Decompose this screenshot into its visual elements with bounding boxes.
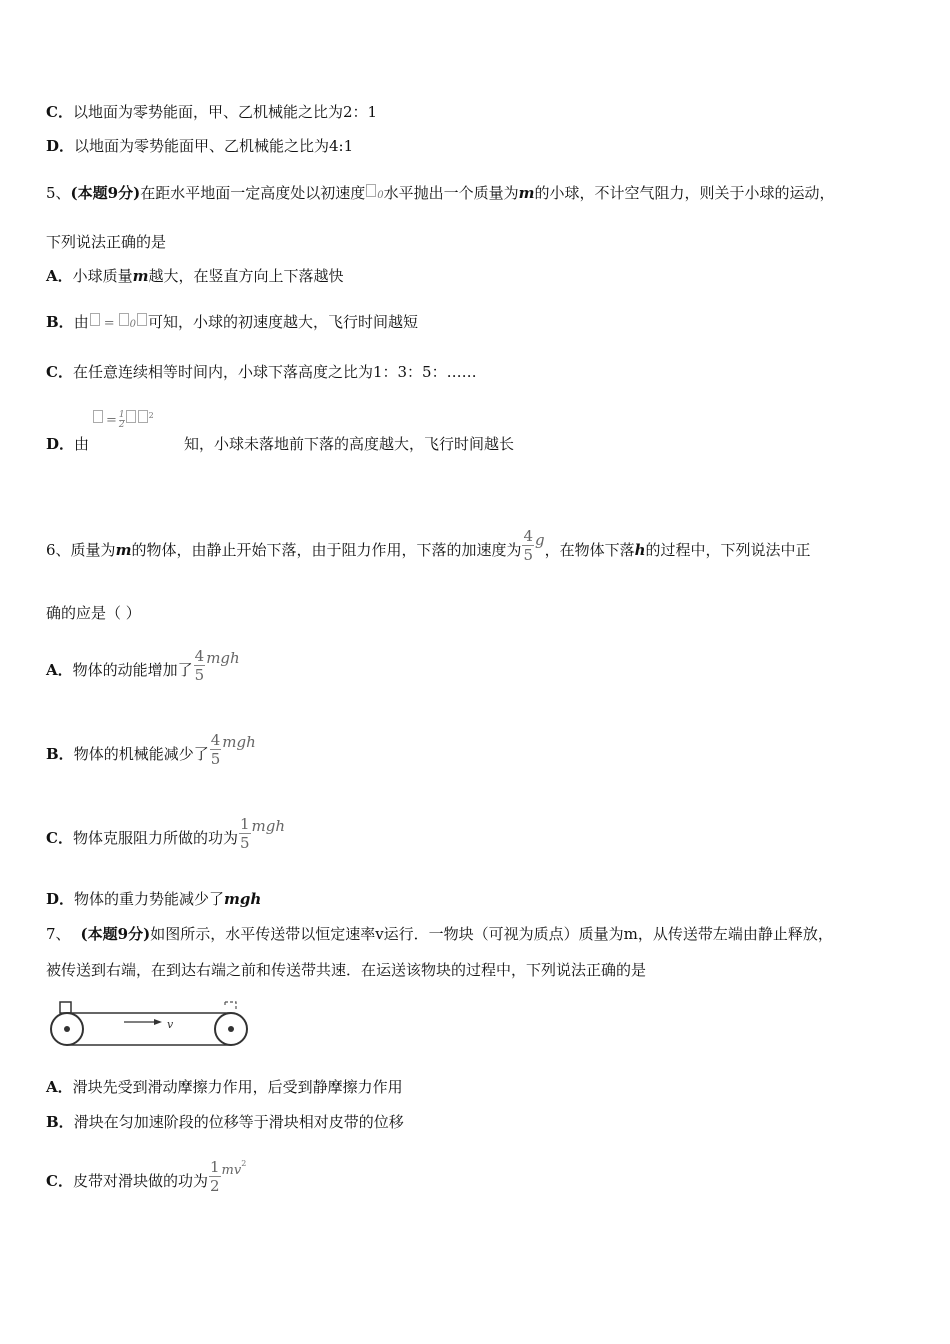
option-text: 小球质量: [72, 267, 133, 285]
left-axle-icon: [64, 1026, 70, 1032]
option-letter: A．: [46, 267, 73, 285]
stem-text: 下列说法正确的是: [46, 233, 167, 251]
equals-sign: =: [106, 413, 117, 428]
var-m: m: [132, 267, 149, 285]
missing-glyph-icon: [126, 410, 136, 423]
block-icon: [60, 1002, 71, 1013]
option-text: 在任意连续相等时间内，小球下落高度之比为1：3：5：……: [72, 363, 477, 381]
option-text: 皮带对滑块做的功为: [72, 1172, 208, 1190]
math-expression: mgh: [251, 817, 286, 835]
fraction-denominator: 5: [523, 545, 533, 564]
q5-option-a: [46, 266, 344, 286]
fraction-denominator: 2: [209, 1176, 220, 1195]
option-letter: D．: [46, 435, 75, 453]
fraction-denominator: 2: [118, 419, 125, 430]
fraction-numerator: 4: [194, 646, 205, 665]
option-text: 物体的机械能减少了: [73, 745, 209, 763]
fraction-numerator: 4: [523, 526, 533, 545]
exponent: 2: [148, 411, 154, 420]
option-text: 物体的重力势能减少了: [74, 890, 225, 908]
option-text: 滑块先受到滑动摩擦力作用，后受到静摩擦力作用: [72, 1078, 403, 1096]
option-letter: C．: [46, 1172, 73, 1190]
math-expression: mgh: [224, 890, 262, 908]
q5-option-b: [46, 312, 418, 335]
option-letter: C．: [46, 103, 73, 121]
option-letter: A．: [46, 661, 73, 679]
q6-option-b: [46, 726, 256, 782]
stem-text: 质量为: [70, 541, 116, 559]
stem-text: 如图所示，水平传送带以恒定速率v运行．一物块（可视为质点）质量为m，从传送带左端由静止释放，: [150, 925, 833, 943]
option-text: 越大，在竖直方向上下落越快: [148, 267, 344, 285]
var-h: h: [634, 541, 646, 559]
q4-option-d: [46, 136, 353, 156]
q7-option-b: [46, 1112, 404, 1132]
stem-text: 被传送到右端，在到达右端之前和传送带共速．在运送该物块的过程中，下列说法正确的是: [46, 961, 647, 979]
fraction: [119, 411, 125, 430]
question-number: 7、: [46, 925, 71, 943]
q7-stem: [46, 924, 833, 944]
option-text: 由: [73, 313, 89, 331]
option-text: 物体的动能增加了: [72, 661, 193, 679]
q4-option-c: [46, 102, 377, 122]
q6-option-d: [46, 889, 261, 909]
stem-text: 在距水平地面一定高度处以初速度: [140, 184, 366, 202]
q6-option-c: [46, 810, 285, 866]
exponent: 2: [241, 1159, 247, 1168]
question-score: (本题9分): [80, 925, 151, 943]
missing-glyph-icon: [119, 313, 129, 326]
missing-glyph-icon: [93, 410, 103, 423]
option-letter: C．: [46, 363, 73, 381]
v0-subscript: 0: [377, 190, 384, 201]
velocity-label: v: [167, 1018, 174, 1031]
fraction-numerator: 4: [210, 730, 221, 749]
q5-stem-line2: [46, 232, 166, 252]
option-letter: D．: [46, 890, 75, 908]
fraction-numerator: 1: [118, 409, 125, 420]
fraction: [194, 647, 206, 684]
option-text: 以地面为零势能面，甲、乙机械能之比为2：1: [72, 103, 378, 121]
question-number: 5、: [46, 184, 71, 202]
option-text: 物体克服阻力所做的功为: [72, 829, 238, 847]
q5-option-c: [46, 362, 477, 382]
stem-text: 确的应是（ ）: [46, 604, 141, 622]
option-text: 知，小球未落地前下落的高度越大，飞行时间越长: [184, 435, 515, 453]
fraction-denominator: 5: [210, 749, 221, 768]
right-axle-icon: [228, 1026, 234, 1032]
stem-text: 的物体，由静止开始下落，由于阻力作用，下落的加速度为: [131, 541, 522, 559]
option-text: 可知，小球的初速度越大，飞行时间越短: [147, 313, 418, 331]
fraction: [210, 731, 222, 768]
missing-glyph-icon: [90, 313, 100, 326]
q7-option-c: [46, 1150, 246, 1211]
option-letter: B．: [46, 1113, 74, 1131]
option-letter: D．: [46, 137, 75, 155]
fraction: [239, 815, 251, 852]
math-expression: mv: [221, 1163, 242, 1178]
option-letter: B．: [46, 745, 74, 763]
stem-text: 的过程中，下列说法中正: [645, 541, 811, 559]
option-letter: B．: [46, 313, 74, 331]
var-g: g: [535, 531, 545, 549]
arrow-head-icon: [154, 1019, 162, 1025]
q5-option-d: [46, 434, 514, 454]
option-text: 由: [74, 435, 90, 453]
missing-glyph-icon: [138, 410, 148, 423]
stem-text: ，在物体下落: [544, 541, 635, 559]
dashed-block-icon: [225, 1002, 236, 1011]
conveyor-belt-figure: [46, 1000, 248, 1052]
fraction: [209, 1158, 221, 1195]
question-number: 6、: [46, 541, 71, 559]
equals-sign: =: [103, 316, 115, 331]
option-letter: A．: [46, 1078, 73, 1096]
q6-stem: [46, 526, 811, 570]
question-score: (本题9分): [70, 184, 141, 202]
stem-text: 水平抛出一个质量为: [383, 184, 519, 202]
fraction-numerator: 1: [209, 1157, 220, 1176]
option-letter: C．: [46, 829, 73, 847]
v0-subscript: 0: [129, 319, 136, 330]
fraction-denominator: 5: [194, 665, 205, 684]
fraction-numerator: 1: [239, 814, 250, 833]
acceleration-fraction: [522, 527, 534, 564]
math-expression: mgh: [222, 733, 256, 751]
option-text: 滑块在匀加速阶段的位移等于滑块相对皮带的位移: [73, 1113, 404, 1131]
missing-glyph-icon: [137, 313, 147, 326]
var-m: m: [518, 184, 535, 202]
option-text: 以地面为零势能面甲、乙机械能之比为4:1: [74, 137, 354, 155]
q5-stem: [46, 183, 834, 206]
stem-text: 的小球，不计空气阻力，则关于小球的运动，: [534, 184, 835, 202]
fraction-denominator: 5: [239, 833, 250, 852]
missing-glyph-icon: [366, 184, 376, 197]
q6-option-a: [46, 642, 240, 698]
q7-option-a: [46, 1077, 403, 1097]
q5-option-d-formula: [92, 406, 154, 431]
q7-stem-line2: [46, 960, 646, 980]
math-expression: mgh: [206, 649, 240, 667]
var-m: m: [115, 541, 132, 559]
q6-stem-line2: [46, 603, 141, 623]
